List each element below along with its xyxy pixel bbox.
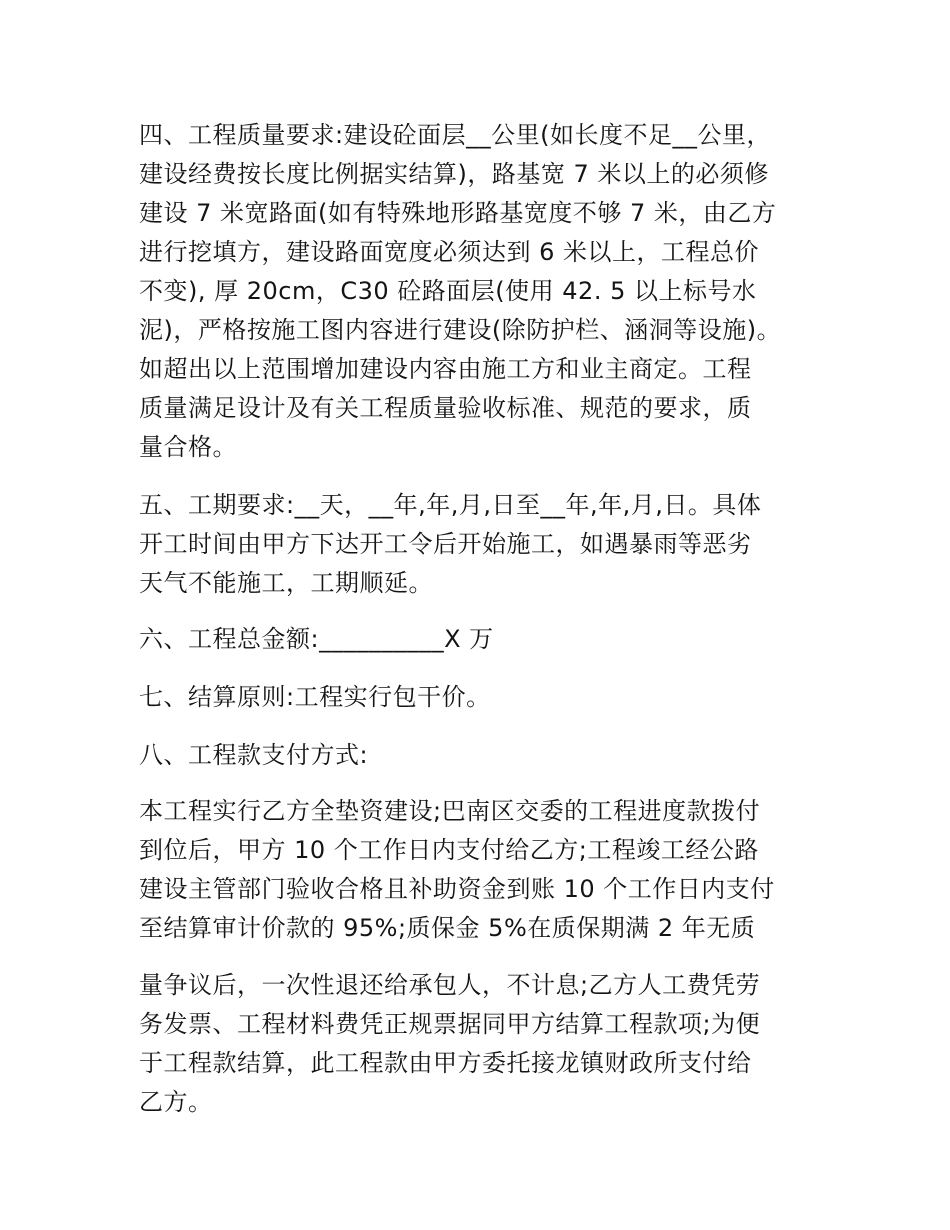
- text-line: 泥)，严格按施工图内容进行建设(除防护栏、涵洞等设施)。: [139, 316, 782, 344]
- text-line: 八、工程款支付方式:: [139, 741, 369, 769]
- text-line: 量合格。: [139, 433, 237, 461]
- text-line: 至结算审计价款的 95%;质保金 5%在质保期满 2 年无质: [139, 914, 756, 942]
- text-line: 建设经费按长度比例据实结算)，路基宽 7 米以上的必须修: [139, 160, 769, 188]
- text-line: 四、工程质量要求:建设砼面层__公里(如长度不足__公里，: [139, 121, 771, 149]
- text-line: 量争议后，一次性退还给承包人，不计息;乙方人工费凭劳: [139, 971, 761, 999]
- text-line: 五、工期要求:__天，__年,年,月,日至__年,年,月,日。具体: [139, 491, 762, 519]
- text-line: 务发票、工程材料费凭正规票据同甲方结算工程款项;为便: [139, 1010, 761, 1038]
- text-line: 七、结算原则:工程实行包干价。: [139, 683, 491, 711]
- text-line: 建设 7 米宽路面(如有特殊地形路基宽度不够 7 米，由乙方: [139, 199, 777, 227]
- text-line: 质量满足设计及有关工程质量验收标准、规范的要求，质: [139, 394, 752, 422]
- text-line: 本工程实行乙方全垫资建设;巴南区交委的工程进度款拨付: [139, 797, 761, 825]
- text-line: 开工时间由甲方下达开工令后开始施工，如遇暴雨等恶劣: [139, 530, 752, 558]
- text-line: 到位后，甲方 10 个工作日内支付给乙方;工程竣工经公路: [139, 836, 759, 864]
- text-line: 天气不能施工，工期顺延。: [139, 569, 433, 597]
- text-line: 乙方。: [139, 1088, 213, 1116]
- text-line: 于工程款结算，此工程款由甲方委托接龙镇财政所支付给: [139, 1049, 752, 1077]
- text-line: 六、工程总金额:__________X 万: [139, 625, 494, 653]
- text-line: 不变), 厚 20cm，C30 砼路面层(使用 42. 5 以上标号水: [139, 277, 757, 305]
- text-line: 进行挖填方，建设路面宽度必须达到 6 米以上，工程总价: [139, 238, 760, 266]
- text-line: 建设主管部门验收合格且补助资金到账 10 个工作日内支付: [139, 875, 775, 903]
- text-line: 如超出以上范围增加建设内容由施工方和业主商定。工程: [139, 355, 752, 383]
